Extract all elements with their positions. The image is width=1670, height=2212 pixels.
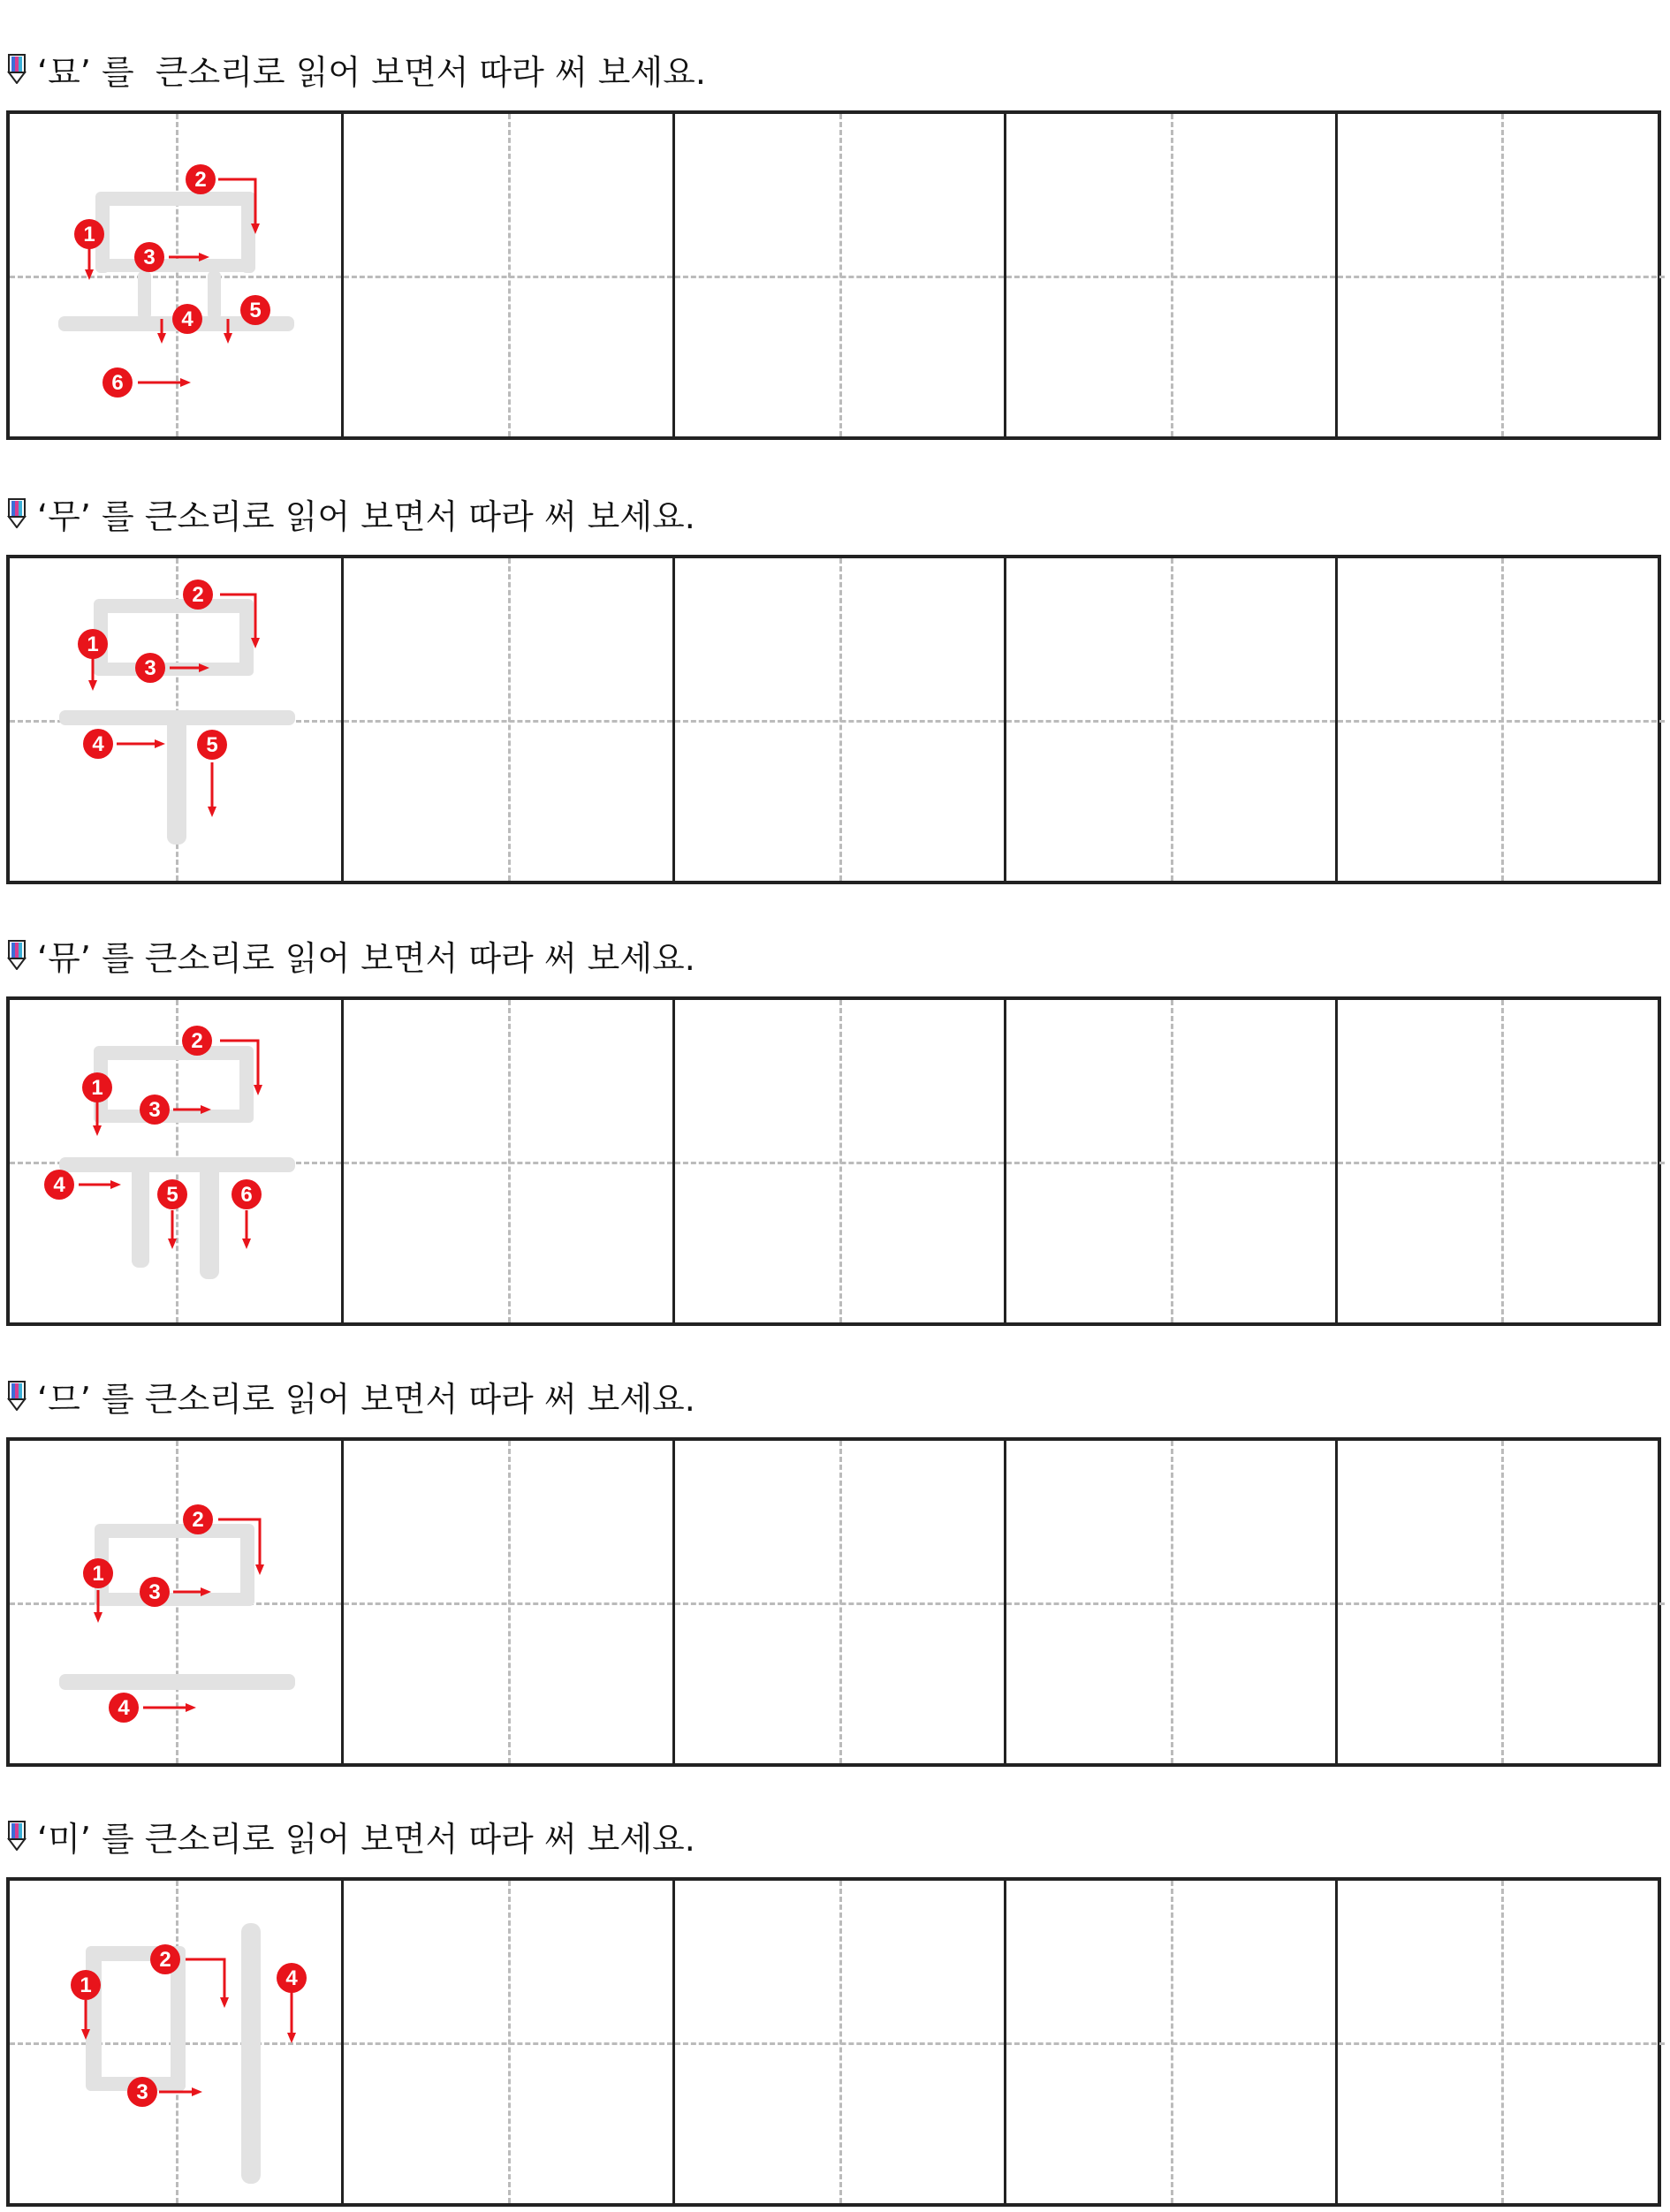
practice-cell[interactable] xyxy=(1004,558,1335,881)
stroke-number: 3 xyxy=(148,1580,161,1604)
stroke-order-arrows xyxy=(89,179,255,383)
practice-cell[interactable] xyxy=(672,1441,1004,1763)
instruction-text: ‘묘’ 를 큰소리로 읽어 보면서 따라 써 보세요. xyxy=(37,52,706,92)
guide-line xyxy=(675,1602,1004,1605)
guide-line xyxy=(344,276,672,278)
practice-cell[interactable] xyxy=(1004,1881,1335,2203)
stroke-order-model xyxy=(10,1441,341,1763)
guide-line xyxy=(675,720,1004,723)
stroke-order-model xyxy=(10,1881,341,2203)
instruction xyxy=(7,1371,695,1420)
stroke-number: 2 xyxy=(191,1029,203,1053)
instruction-text: ‘무’ 를 큰소리로 읽어 보면서 따라 써 보세요. xyxy=(37,496,695,536)
guide-line xyxy=(1006,1162,1335,1164)
stroke-order-model xyxy=(10,114,341,436)
guide-line xyxy=(1338,276,1665,278)
writing-grid xyxy=(6,1877,1661,2207)
model-cell xyxy=(10,114,341,436)
stroke-number: 2 xyxy=(192,583,204,607)
guide-line xyxy=(1338,1602,1665,1605)
stroke-number: 5 xyxy=(249,299,262,322)
stroke-number: 4 xyxy=(118,1696,130,1720)
practice-cell[interactable] xyxy=(1335,114,1665,436)
guide-line xyxy=(675,1162,1004,1164)
model-cell xyxy=(10,1441,341,1763)
practice-cell[interactable] xyxy=(672,1000,1004,1322)
instruction xyxy=(7,489,695,538)
practice-cell[interactable] xyxy=(1335,1441,1665,1763)
stroke-number: 4 xyxy=(181,307,194,331)
stroke-number: 4 xyxy=(53,1173,65,1197)
guide-line xyxy=(675,2042,1004,2045)
practice-cell[interactable] xyxy=(341,114,672,436)
guide-line xyxy=(1006,1602,1335,1605)
practice-cell[interactable] xyxy=(1004,1000,1335,1322)
practice-cell[interactable] xyxy=(341,558,672,881)
stroke-number: 2 xyxy=(159,1948,171,1972)
instruction xyxy=(7,44,706,94)
model-cell xyxy=(10,1000,341,1322)
stroke-number: 6 xyxy=(111,371,124,395)
guide-line xyxy=(344,1162,672,1164)
stroke-order-model xyxy=(10,1000,341,1322)
guide-line xyxy=(344,2042,672,2045)
pencil-icon xyxy=(7,1381,27,1411)
practice-cell[interactable] xyxy=(1335,558,1665,881)
practice-cell[interactable] xyxy=(672,1881,1004,2203)
writing-grid xyxy=(6,1437,1661,1767)
stroke-number: 6 xyxy=(240,1183,253,1207)
practice-cell[interactable] xyxy=(341,1441,672,1763)
stroke-order-arrowheads xyxy=(85,223,260,387)
writing-grid xyxy=(6,110,1661,440)
instruction-text: ‘미’ 를 큰소리로 읽어 보면서 따라 써 보세요. xyxy=(37,1819,695,1859)
guide-line xyxy=(344,720,672,723)
guide-line xyxy=(1006,2042,1335,2045)
guide-line xyxy=(1338,720,1665,723)
stroke-number: 5 xyxy=(166,1183,178,1207)
practice-cell[interactable] xyxy=(672,114,1004,436)
stroke-number: 3 xyxy=(136,2080,148,2104)
stroke-number: 1 xyxy=(92,1562,104,1586)
guide-line xyxy=(1338,2042,1665,2045)
stroke-order-model xyxy=(10,558,341,881)
instruction-text: ‘뮤’ 를 큰소리로 읽어 보면서 따라 써 보세요. xyxy=(37,938,695,978)
practice-cell[interactable] xyxy=(341,1000,672,1322)
pencil-icon xyxy=(7,498,27,528)
stroke-order-arrows xyxy=(86,1959,292,2092)
instruction xyxy=(7,1811,695,1860)
guide-line xyxy=(675,276,1004,278)
instruction-text: ‘므’ 를 큰소리로 읽어 보면서 따라 써 보세요. xyxy=(37,1379,695,1419)
stroke-number: 3 xyxy=(143,246,156,269)
guide-line xyxy=(344,1602,672,1605)
stroke-number: 1 xyxy=(80,1973,92,1997)
stroke-number: 1 xyxy=(91,1076,103,1100)
instruction xyxy=(7,930,695,980)
practice-cell[interactable] xyxy=(1335,1000,1665,1322)
practice-cell[interactable] xyxy=(672,558,1004,881)
stroke-number: 4 xyxy=(92,732,104,756)
practice-cell[interactable] xyxy=(341,1881,672,2203)
stroke-number: 1 xyxy=(87,633,99,656)
model-cell xyxy=(10,558,341,881)
stroke-number: 1 xyxy=(83,223,95,246)
guide-line xyxy=(1006,720,1335,723)
writing-grid xyxy=(6,555,1661,884)
practice-cell[interactable] xyxy=(1004,1441,1335,1763)
guide-line xyxy=(1338,1162,1665,1164)
stroke-number: 4 xyxy=(285,1966,298,1990)
pencil-icon xyxy=(7,940,27,970)
model-cell xyxy=(10,1881,341,2203)
stroke-number: 3 xyxy=(144,656,156,680)
practice-cell[interactable] xyxy=(1335,1881,1665,2203)
writing-grid xyxy=(6,996,1661,1326)
pencil-icon xyxy=(7,54,27,84)
stroke-number: 2 xyxy=(192,1508,204,1532)
guide-line xyxy=(1006,276,1335,278)
stroke-number: 2 xyxy=(194,168,207,192)
pencil-icon xyxy=(7,1821,27,1851)
stroke-number: 3 xyxy=(148,1098,161,1122)
practice-cell[interactable] xyxy=(1004,114,1335,436)
stroke-number: 5 xyxy=(206,733,218,757)
